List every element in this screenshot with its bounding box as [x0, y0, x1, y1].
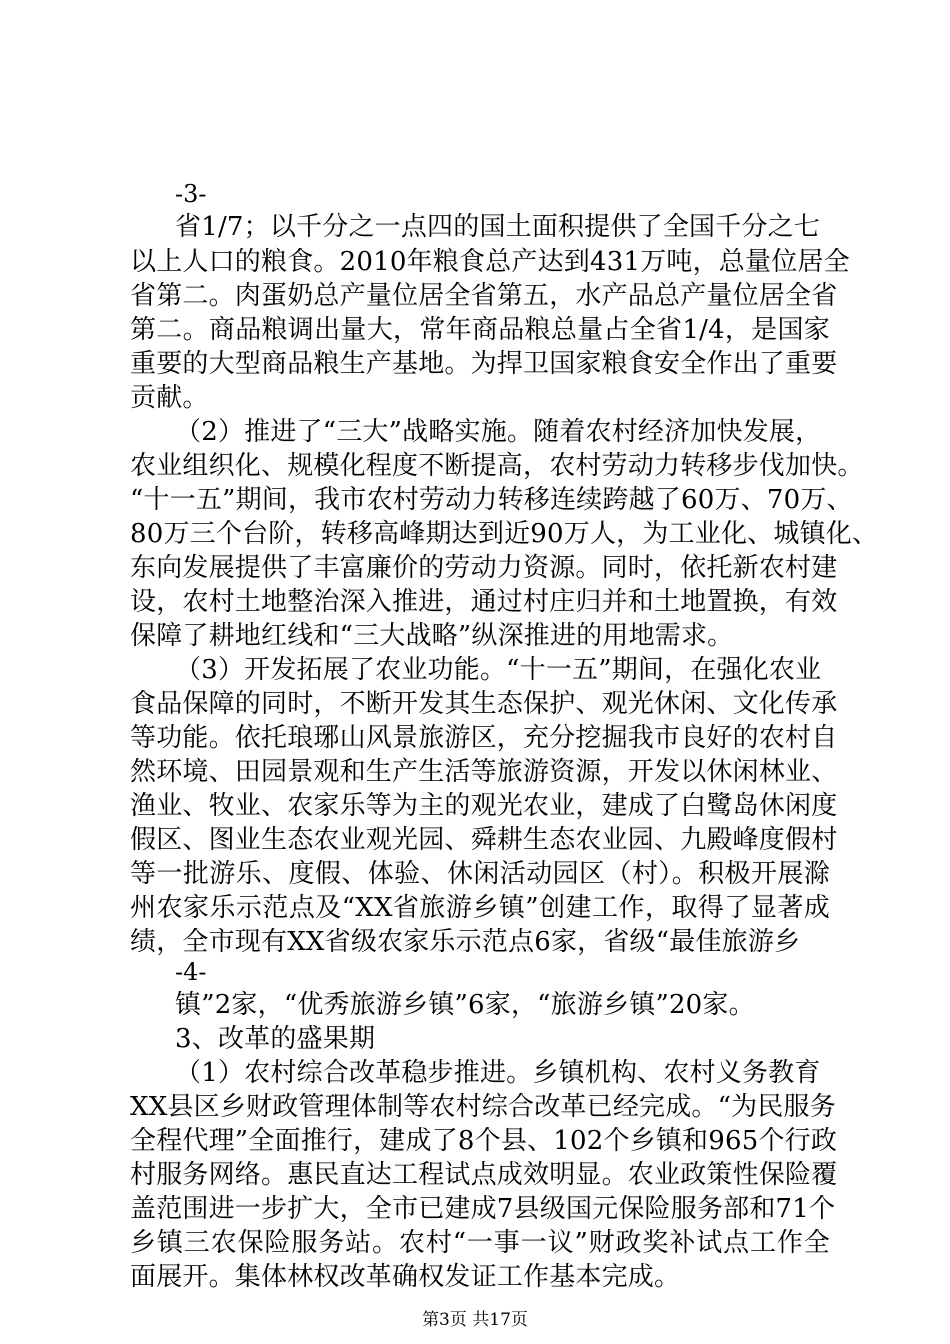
text-line: 设，农村土地整治深入推进，通过村庄归并和土地置换，有效	[130, 587, 838, 617]
text-line: 等功能。依托琅琊山风景旅游区，充分挖掘我市良好的农村自	[130, 723, 838, 753]
text-line: XX县区乡财政管理体制等农村综合改革已经完成。“为民服务	[130, 1092, 836, 1122]
section-heading: 3、改革的盛果期	[175, 1024, 376, 1054]
text-line: 然环境、田园景观和生产生活等旅游资源，开发以休闲林业、	[130, 757, 838, 787]
text-line: 盖范围进一步扩大，全市已建成7县级国元保险服务部和71个	[130, 1194, 836, 1224]
text-line: 绩，全市现有XX省级农家乐示范点6家，省级“最佳旅游乡	[130, 927, 801, 957]
text-line: 第二。商品粮调出量大，常年商品粮总量占全省1/4，是国家	[130, 315, 830, 345]
text-line: 东向发展提供了丰富廉价的劳动力资源。同时，依托新农村建	[130, 553, 838, 583]
text-line: 省1/7；以千分之一点四的国土面积提供了全国千分之七	[175, 212, 821, 242]
page-footer: 第3页 共17页	[422, 1310, 528, 1330]
text-line: 食品保障的同时，不断开发其生态保护、观光休闲、文化传承	[130, 689, 838, 719]
text-line: 村服务网络。惠民直达工程试点成效明显。农业政策性保险覆	[130, 1160, 838, 1190]
text-line: 面展开。集体林权改革确权发证工作基本完成。	[130, 1262, 681, 1292]
text-line: （2）推进了“三大”战略实施。随着农村经济加快发展，	[175, 417, 822, 447]
text-line: 乡镇三农保险服务站。农村“一事一议”财政奖补试点工作全	[130, 1228, 830, 1258]
text-line: （3）开发拓展了农业功能。“十一五”期间，在强化农业	[175, 655, 822, 685]
text-line: 贡献。	[130, 383, 209, 413]
text-line: （1）农村综合改革稳步推进。乡镇机构、农村义务教育	[175, 1058, 821, 1088]
text-line: 80万三个台阶，转移高峰期达到近90万人，为工业化、城镇化、	[130, 519, 879, 549]
text-line: 渔业、牧业、农家乐等为主的观光农业，建成了白鹭岛休闲度	[130, 791, 838, 821]
text-line: 以上人口的粮食。2010年粮食总产达到431万吨，总量位居全	[130, 247, 850, 277]
text-line: 假区、图业生态农业观光园、舜耕生态农业园、九殿峰度假村	[130, 825, 838, 855]
page-marker: -4-	[175, 958, 207, 986]
page-marker: -3-	[175, 180, 207, 208]
text-line: 镇”2家，“优秀旅游乡镇”6家，“旅游乡镇”20家。	[175, 990, 755, 1020]
text-line: 等一批游乐、度假、体验、休闲活动园区（村）。积极开展滁	[130, 859, 830, 889]
text-line: 省第二。肉蛋奶总产量位居全省第五，水产品总产量位居全省	[130, 281, 838, 311]
text-line: 保障了耕地红线和“三大战略”纵深推进的用地需求。	[130, 621, 734, 651]
text-line: 重要的大型商品粮生产基地。为捍卫国家粮食安全作出了重要	[130, 349, 838, 379]
text-line: 农业组织化、规模化程度不断提高，农村劳动力转移步伐加快。	[130, 451, 864, 481]
text-line: 全程代理”全面推行，建成了8个县、102个乡镇和965个行政	[130, 1126, 838, 1156]
text-line: “十一五”期间，我市农村劳动力转移连续跨越了60万、70万、	[130, 485, 853, 515]
text-line: 州农家乐示范点及“XX省旅游乡镇”创建工作，取得了显著成	[130, 893, 830, 923]
